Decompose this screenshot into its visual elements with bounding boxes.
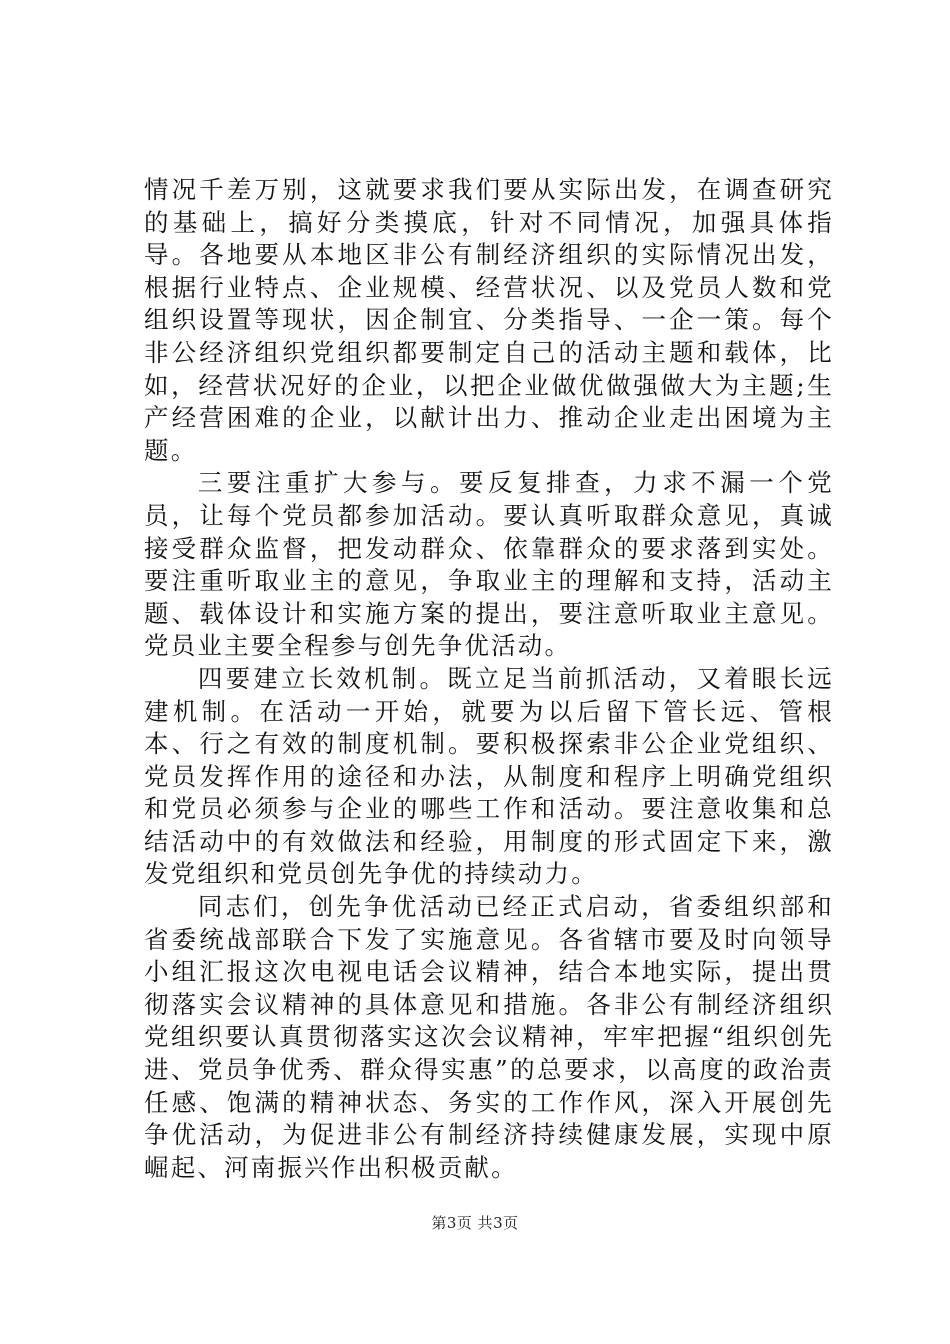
paragraph-participation: 三要注重扩大参与。要反复排查，力求不漏一个党员，让每个党员都参加活动。要认真听取群众意见，真诚接受群众监督，把发动群众、依靠群众的要求落到实处。要注重听取业主的意见，争取业主的理解和支持，活动主题、载体设计和实施方案的提出，要注意听取业主意见。党员业主要全程参与创先争优活动。: [144, 468, 834, 661]
page-footer: 第3页 共3页: [431, 1214, 519, 1232]
paragraph-long-term-mechanism: 四要建立长效机制。既立足当前抓活动，又着眼长远建机制。在活动一开始，就要为以后留下管长远、管根本、行之有效的制度机制。要积极探索非公企业党组织、党员发挥作用的途径和办法，从制度和程序上明确党组织和党员必须参与企业的哪些工作和活动。要注意收集和总结活动中的有效做法和经验，用制度的形式固定下来，激发党组织和党员创先争优的持续动力。: [144, 663, 834, 889]
paragraph-closing: 同志们，创先争优活动已经正式启动，省委组织部和省委统战部联合下发了实施意见。各省辖市要及时向领导小组汇报这次电视电话会议精神，结合本地实际，提出贯彻落实会议精神的具体意见和措施。各非公有制经济组织党组织要认真贯彻落实这次会议精神，牢牢把握“组织创先进、党员争优秀、群众得实惠”的总要求，以高度的政治责任感、饱满的精神状态、务实的工作作风，深入开展创先争优活动，为促进非公有制经济持续健康发展，实现中原崛起、河南振兴作出积极贡献。: [144, 892, 834, 1182]
document-body: [144, 174, 834, 1184]
paragraph-continuation: 情况千差万别，这就要求我们要从实际出发，在调查研究的基础上，搞好分类摸底，针对不同情况，加强具体指导。各地要从本地区非公有制经济组织的实际情况出发，根据行业特点、企业规模、经营状况、以及党员人数和党组织设置等现状，因企制宜、分类指导、一企一策。每个非公经济组织党组织都要制定自己的活动主题和载体，比如，经营状况好的企业，以把企业做优做强做大为主题;生产经营困难的企业，以献计出力、推动企业走出困境为主题。: [144, 175, 834, 465]
